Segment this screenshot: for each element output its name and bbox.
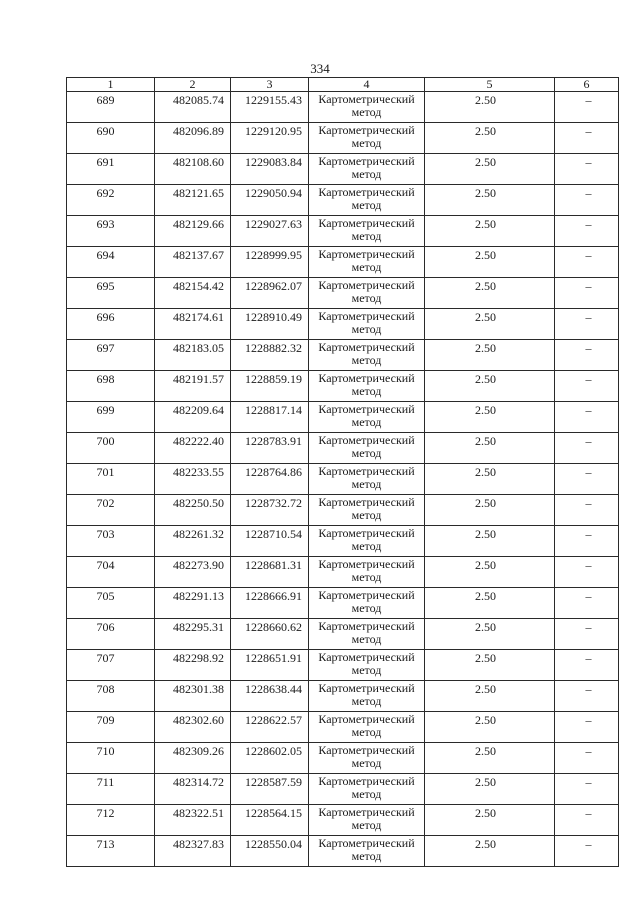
y-coordinate-cell: 1229027.63 <box>231 216 309 247</box>
y-coordinate-cell: 1228602.05 <box>231 743 309 774</box>
note-cell: – <box>555 681 619 712</box>
accuracy-cell: 2.50 <box>425 557 555 588</box>
note-cell: – <box>555 526 619 557</box>
point-number-cell: 692 <box>67 185 155 216</box>
point-number-cell: 696 <box>67 309 155 340</box>
column-header-2: 2 <box>155 78 231 92</box>
point-number-cell: 690 <box>67 123 155 154</box>
point-number-cell: 711 <box>67 774 155 805</box>
table-row <box>67 588 619 619</box>
note-cell: – <box>555 402 619 433</box>
note-cell: – <box>555 340 619 371</box>
accuracy-cell: 2.50 <box>425 340 555 371</box>
column-header-3: 3 <box>231 78 309 92</box>
note-cell: – <box>555 588 619 619</box>
note-cell: – <box>555 185 619 216</box>
y-coordinate-cell: 1229120.95 <box>231 123 309 154</box>
method-cell: Картометрический метод <box>309 309 425 340</box>
accuracy-cell: 2.50 <box>425 123 555 154</box>
x-coordinate-cell: 482154.42 <box>155 278 231 309</box>
x-coordinate-cell: 482314.72 <box>155 774 231 805</box>
x-coordinate-cell: 482085.74 <box>155 92 231 123</box>
table-row <box>67 154 619 185</box>
method-cell: Картометрический метод <box>309 712 425 743</box>
y-coordinate-cell: 1228962.07 <box>231 278 309 309</box>
table-row <box>67 526 619 557</box>
accuracy-cell: 2.50 <box>425 681 555 712</box>
point-number-cell: 701 <box>67 464 155 495</box>
column-header-4: 4 <box>309 78 425 92</box>
y-coordinate-cell: 1229050.94 <box>231 185 309 216</box>
note-cell: – <box>555 743 619 774</box>
note-cell: – <box>555 712 619 743</box>
method-cell: Картометрический метод <box>309 123 425 154</box>
note-cell: – <box>555 650 619 681</box>
method-cell: Картометрический метод <box>309 743 425 774</box>
y-coordinate-cell: 1228666.91 <box>231 588 309 619</box>
method-cell: Картометрический метод <box>309 681 425 712</box>
note-cell: – <box>555 123 619 154</box>
y-coordinate-cell: 1228764.86 <box>231 464 309 495</box>
table-row <box>67 185 619 216</box>
header-row <box>67 78 619 92</box>
y-coordinate-cell: 1228622.57 <box>231 712 309 743</box>
x-coordinate-cell: 482327.83 <box>155 836 231 867</box>
accuracy-cell: 2.50 <box>425 743 555 774</box>
method-cell: Картометрический метод <box>309 216 425 247</box>
y-coordinate-cell: 1228587.59 <box>231 774 309 805</box>
point-number-cell: 695 <box>67 278 155 309</box>
x-coordinate-cell: 482295.31 <box>155 619 231 650</box>
method-cell: Картометрический метод <box>309 557 425 588</box>
note-cell: – <box>555 247 619 278</box>
table-row <box>67 712 619 743</box>
point-number-cell: 694 <box>67 247 155 278</box>
y-coordinate-cell: 1228710.54 <box>231 526 309 557</box>
accuracy-cell: 2.50 <box>425 588 555 619</box>
point-number-cell: 691 <box>67 154 155 185</box>
table-row <box>67 743 619 774</box>
x-coordinate-cell: 482298.92 <box>155 650 231 681</box>
table-row <box>67 92 619 123</box>
accuracy-cell: 2.50 <box>425 185 555 216</box>
y-coordinate-cell: 1228651.91 <box>231 650 309 681</box>
column-header-6: 6 <box>555 78 619 92</box>
accuracy-cell: 2.50 <box>425 278 555 309</box>
method-cell: Картометрический метод <box>309 92 425 123</box>
y-coordinate-cell: 1228564.15 <box>231 805 309 836</box>
point-number-cell: 689 <box>67 92 155 123</box>
table-row <box>67 650 619 681</box>
point-number-cell: 702 <box>67 495 155 526</box>
table-row <box>67 123 619 154</box>
y-coordinate-cell: 1228550.04 <box>231 836 309 867</box>
accuracy-cell: 2.50 <box>425 433 555 464</box>
point-number-cell: 703 <box>67 526 155 557</box>
x-coordinate-cell: 482108.60 <box>155 154 231 185</box>
note-cell: – <box>555 92 619 123</box>
point-number-cell: 707 <box>67 650 155 681</box>
y-coordinate-cell: 1228732.72 <box>231 495 309 526</box>
point-number-cell: 700 <box>67 433 155 464</box>
accuracy-cell: 2.50 <box>425 402 555 433</box>
point-number-cell: 709 <box>67 712 155 743</box>
x-coordinate-cell: 482191.57 <box>155 371 231 402</box>
y-coordinate-cell: 1229083.84 <box>231 154 309 185</box>
accuracy-cell: 2.50 <box>425 650 555 681</box>
table-row <box>67 340 619 371</box>
point-number-cell: 698 <box>67 371 155 402</box>
accuracy-cell: 2.50 <box>425 247 555 278</box>
accuracy-cell: 2.50 <box>425 92 555 123</box>
page-number: 334 <box>310 61 330 76</box>
note-cell: – <box>555 154 619 185</box>
coordinates-table <box>66 77 619 867</box>
note-cell: – <box>555 371 619 402</box>
accuracy-cell: 2.50 <box>425 619 555 650</box>
method-cell: Картометрический метод <box>309 433 425 464</box>
x-coordinate-cell: 482222.40 <box>155 433 231 464</box>
method-cell: Картометрический метод <box>309 154 425 185</box>
x-coordinate-cell: 482250.50 <box>155 495 231 526</box>
table-row <box>67 681 619 712</box>
method-cell: Картометрический метод <box>309 619 425 650</box>
method-cell: Картометрический метод <box>309 340 425 371</box>
x-coordinate-cell: 482183.05 <box>155 340 231 371</box>
method-cell: Картометрический метод <box>309 774 425 805</box>
method-cell: Картометрический метод <box>309 526 425 557</box>
x-coordinate-cell: 482291.13 <box>155 588 231 619</box>
table-row <box>67 278 619 309</box>
x-coordinate-cell: 482233.55 <box>155 464 231 495</box>
table-row <box>67 433 619 464</box>
table-row <box>67 371 619 402</box>
method-cell: Картометрический метод <box>309 185 425 216</box>
method-cell: Картометрический метод <box>309 650 425 681</box>
accuracy-cell: 2.50 <box>425 836 555 867</box>
y-coordinate-cell: 1228859.19 <box>231 371 309 402</box>
method-cell: Картометрический метод <box>309 371 425 402</box>
x-coordinate-cell: 482322.51 <box>155 805 231 836</box>
note-cell: – <box>555 619 619 650</box>
point-number-cell: 705 <box>67 588 155 619</box>
note-cell: – <box>555 805 619 836</box>
table-row <box>67 464 619 495</box>
point-number-cell: 693 <box>67 216 155 247</box>
x-coordinate-cell: 482096.89 <box>155 123 231 154</box>
table-row <box>67 216 619 247</box>
y-coordinate-cell: 1228882.32 <box>231 340 309 371</box>
table-row <box>67 619 619 650</box>
accuracy-cell: 2.50 <box>425 309 555 340</box>
note-cell: – <box>555 433 619 464</box>
method-cell: Картометрический метод <box>309 402 425 433</box>
column-header-5: 5 <box>425 78 555 92</box>
point-number-cell: 708 <box>67 681 155 712</box>
accuracy-cell: 2.50 <box>425 495 555 526</box>
x-coordinate-cell: 482137.67 <box>155 247 231 278</box>
x-coordinate-cell: 482209.64 <box>155 402 231 433</box>
method-cell: Картометрический метод <box>309 278 425 309</box>
x-coordinate-cell: 482129.66 <box>155 216 231 247</box>
table-row <box>67 836 619 867</box>
accuracy-cell: 2.50 <box>425 712 555 743</box>
y-coordinate-cell: 1228999.95 <box>231 247 309 278</box>
x-coordinate-cell: 482301.38 <box>155 681 231 712</box>
table-row <box>67 774 619 805</box>
point-number-cell: 712 <box>67 805 155 836</box>
point-number-cell: 706 <box>67 619 155 650</box>
point-number-cell: 713 <box>67 836 155 867</box>
accuracy-cell: 2.50 <box>425 774 555 805</box>
method-cell: Картометрический метод <box>309 247 425 278</box>
accuracy-cell: 2.50 <box>425 805 555 836</box>
y-coordinate-cell: 1229155.43 <box>231 92 309 123</box>
accuracy-cell: 2.50 <box>425 464 555 495</box>
y-coordinate-cell: 1228910.49 <box>231 309 309 340</box>
point-number-cell: 697 <box>67 340 155 371</box>
point-number-cell: 704 <box>67 557 155 588</box>
note-cell: – <box>555 557 619 588</box>
method-cell: Картометрический метод <box>309 464 425 495</box>
method-cell: Картометрический метод <box>309 588 425 619</box>
table-header <box>67 78 619 92</box>
accuracy-cell: 2.50 <box>425 526 555 557</box>
x-coordinate-cell: 482273.90 <box>155 557 231 588</box>
y-coordinate-cell: 1228638.44 <box>231 681 309 712</box>
note-cell: – <box>555 216 619 247</box>
method-cell: Картометрический метод <box>309 836 425 867</box>
x-coordinate-cell: 482309.26 <box>155 743 231 774</box>
table-body <box>67 92 619 867</box>
point-number-cell: 699 <box>67 402 155 433</box>
table-row <box>67 557 619 588</box>
accuracy-cell: 2.50 <box>425 154 555 185</box>
column-header-1: 1 <box>67 78 155 92</box>
x-coordinate-cell: 482302.60 <box>155 712 231 743</box>
note-cell: – <box>555 495 619 526</box>
note-cell: – <box>555 774 619 805</box>
table-row <box>67 309 619 340</box>
y-coordinate-cell: 1228681.31 <box>231 557 309 588</box>
note-cell: – <box>555 836 619 867</box>
note-cell: – <box>555 278 619 309</box>
note-cell: – <box>555 309 619 340</box>
accuracy-cell: 2.50 <box>425 216 555 247</box>
x-coordinate-cell: 482121.65 <box>155 185 231 216</box>
y-coordinate-cell: 1228660.62 <box>231 619 309 650</box>
method-cell: Картометрический метод <box>309 805 425 836</box>
y-coordinate-cell: 1228783.91 <box>231 433 309 464</box>
table-row <box>67 402 619 433</box>
table-row <box>67 495 619 526</box>
table-row <box>67 247 619 278</box>
method-cell: Картометрический метод <box>309 495 425 526</box>
x-coordinate-cell: 482261.32 <box>155 526 231 557</box>
x-coordinate-cell: 482174.61 <box>155 309 231 340</box>
point-number-cell: 710 <box>67 743 155 774</box>
accuracy-cell: 2.50 <box>425 371 555 402</box>
y-coordinate-cell: 1228817.14 <box>231 402 309 433</box>
table-row <box>67 805 619 836</box>
note-cell: – <box>555 464 619 495</box>
